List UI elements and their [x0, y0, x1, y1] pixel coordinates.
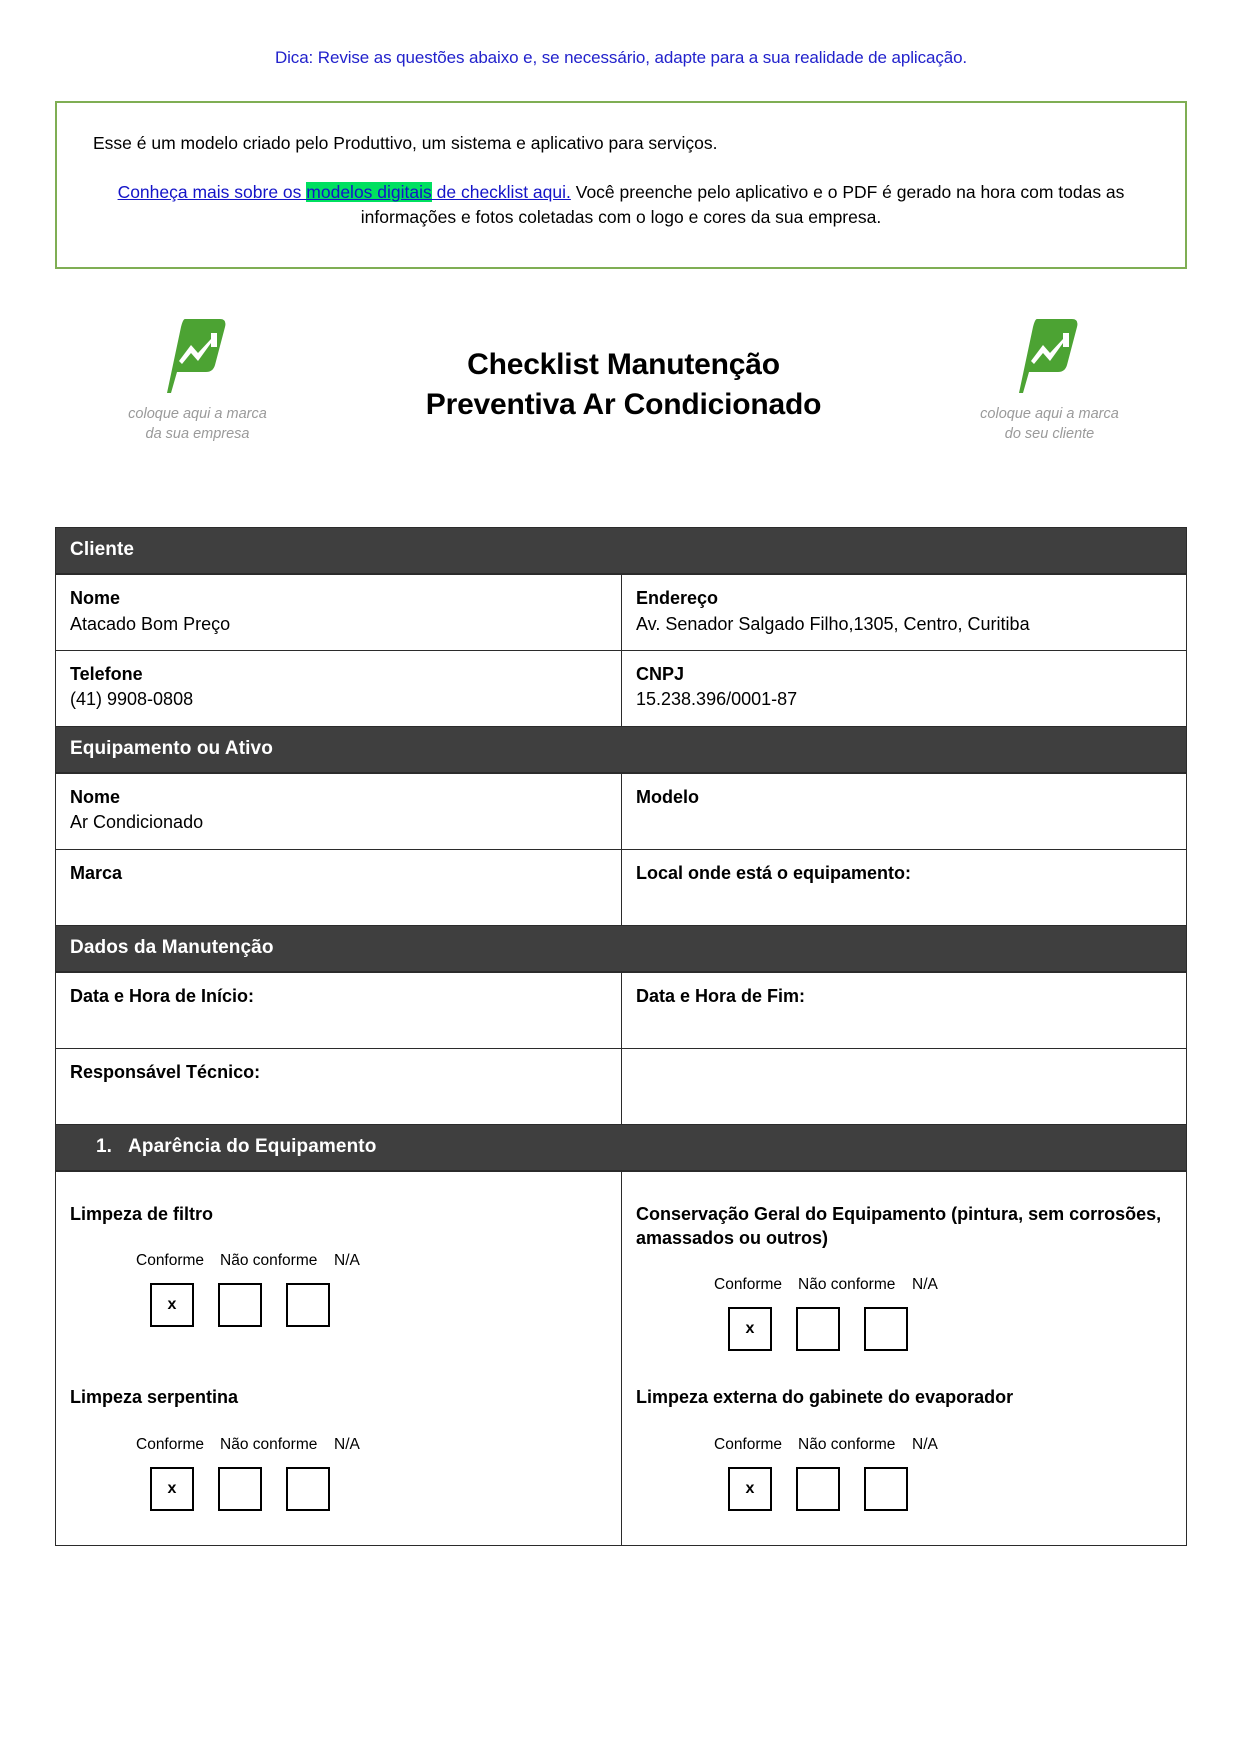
field-responsavel-tecnico-extra[interactable]: [621, 1049, 1186, 1124]
option-boxes: [636, 1467, 1168, 1511]
option-label-conforme: Conforme: [714, 1276, 783, 1294]
section-header-cliente: Cliente: [56, 527, 1186, 574]
checkbox-nao-conforme[interactable]: [796, 1467, 840, 1511]
field-cliente-cnpj[interactable]: [621, 651, 1186, 726]
option-label-na: N/A: [334, 1251, 360, 1269]
produttivo-flag-logo-icon: [167, 317, 229, 395]
table-row: [56, 1048, 1186, 1124]
field-label: Marca: [70, 862, 123, 883]
section-title: Aparência do Equipamento: [128, 1135, 377, 1157]
company-logo-caption-line2: da sua empresa: [145, 425, 250, 442]
checklist-item-limpeza-de-filtro: [56, 1172, 621, 1386]
checklist-item-conservacao-geral: [621, 1172, 1186, 1386]
field-label: Responsável Técnico:: [70, 1061, 261, 1082]
checklist-item-limpeza-serpentina: [56, 1385, 621, 1544]
option-label-na: N/A: [334, 1435, 360, 1453]
checklist-table: [55, 527, 1187, 1545]
field-label: Nome: [70, 786, 121, 807]
link-text-part2: de checklist aqui.: [431, 182, 571, 202]
field-cliente-nome[interactable]: [56, 575, 621, 650]
section-header-manutencao: Dados da Manutenção: [56, 925, 1186, 972]
table-row: [56, 650, 1186, 726]
field-label: Data e Hora de Fim:: [636, 985, 806, 1006]
option-labels: [70, 1436, 603, 1454]
produttivo-flag-logo-icon: [1019, 317, 1081, 395]
option-label-nao-conforme: Não conforme: [798, 1276, 896, 1294]
checkbox-conforme[interactable]: x: [728, 1307, 772, 1351]
info-rest-text: Você preenche pelo aplicativo e o PDF é gerado na hora com todas as informações e fotos coletadas com o logo e cores da sua empresa.: [360, 182, 1125, 228]
info-line-1: Esse é um modelo criado pelo Produttivo, um sistema e aplicativo para serviços.: [93, 133, 718, 153]
client-logo-caption-line2: do seu cliente: [1004, 425, 1095, 442]
company-logo-caption-line1: coloque aqui a marca: [128, 406, 267, 422]
checklist-item-title: Limpeza serpentina: [70, 1387, 239, 1408]
table-row: [56, 773, 1186, 849]
field-label: Nome: [70, 588, 121, 609]
client-logo-caption: [947, 405, 1152, 444]
field-label: CNPJ: [636, 663, 685, 684]
title-block: [300, 309, 947, 425]
field-label: Data e Hora de Início:: [70, 985, 255, 1006]
option-label-conforme: Conforme: [136, 1435, 205, 1453]
field-value: 15.238.396/0001-87: [636, 689, 798, 710]
option-boxes: [70, 1283, 603, 1327]
checkbox-conforme[interactable]: x: [150, 1467, 194, 1511]
field-label: Endereço: [636, 588, 719, 609]
checkbox-nao-conforme[interactable]: [796, 1307, 840, 1351]
option-label-nao-conforme: Não conforme: [798, 1435, 896, 1453]
document-header: [0, 309, 1242, 444]
page-title-line2: Preventiva Ar Condicionado: [425, 387, 822, 421]
page-title-line1: Checklist Manutenção: [467, 348, 780, 381]
field-value: Ar Condicionado: [70, 812, 204, 833]
option-label-nao-conforme: Não conforme: [220, 1251, 318, 1269]
option-label-conforme: Conforme: [714, 1435, 783, 1453]
checkbox-na[interactable]: [864, 1467, 908, 1511]
checklist-link[interactable]: [118, 182, 571, 202]
field-cliente-endereco[interactable]: [621, 575, 1186, 650]
checkbox-na[interactable]: [864, 1307, 908, 1351]
option-label-na: N/A: [912, 1435, 938, 1453]
table-row: [56, 972, 1186, 1048]
company-logo-caption: [95, 405, 300, 444]
info-box: [55, 101, 1187, 269]
field-value: Atacado Bom Preço: [70, 613, 231, 634]
table-row: [56, 574, 1186, 650]
checklist-row: [56, 1385, 1186, 1544]
option-boxes: [636, 1307, 1168, 1351]
option-labels: [636, 1276, 1168, 1294]
table-row: [56, 849, 1186, 925]
checkbox-na[interactable]: [286, 1467, 330, 1511]
checklist-item-title: Limpeza de filtro: [70, 1203, 214, 1224]
option-label-nao-conforme: Não conforme: [220, 1435, 318, 1453]
checkbox-conforme[interactable]: x: [728, 1467, 772, 1511]
field-label: Local onde está o equipamento:: [636, 862, 912, 883]
field-value: Av. Senador Salgado Filho,1305, Centro, Curitiba: [636, 613, 1030, 634]
section-number: 1.: [96, 1135, 113, 1157]
field-cliente-telefone[interactable]: [56, 651, 621, 726]
tip-text: Dica: Revise as questões abaixo e, se necessário, adapte para a sua realidade de aplicação.: [274, 48, 968, 67]
field-data-hora-fim[interactable]: [621, 973, 1186, 1048]
option-labels: [70, 1252, 603, 1270]
option-label-conforme: Conforme: [136, 1251, 205, 1269]
checkbox-na[interactable]: [286, 1283, 330, 1327]
field-label: Modelo: [636, 786, 699, 807]
client-logo-block: [947, 309, 1152, 444]
client-logo-caption-line1: coloque aqui a marca: [980, 406, 1119, 422]
field-equipamento-modelo[interactable]: [621, 774, 1186, 849]
checklist-item-title: Conservação Geral do Equipamento (pintura, sem corrosões, amassados ou outros): [636, 1203, 1162, 1248]
link-text-part1: Conheça mais sobre os: [117, 182, 307, 202]
field-equipamento-nome[interactable]: [56, 774, 621, 849]
checklist-row: [56, 1171, 1186, 1386]
section-header-aparencia: [56, 1124, 1186, 1171]
option-labels: [636, 1436, 1168, 1454]
link-highlight: modelos digitais: [306, 182, 432, 202]
checkbox-nao-conforme[interactable]: [218, 1467, 262, 1511]
field-responsavel-tecnico[interactable]: [56, 1049, 621, 1124]
option-label-na: N/A: [912, 1276, 938, 1294]
checkbox-nao-conforme[interactable]: [218, 1283, 262, 1327]
checklist-item-title: Limpeza externa do gabinete do evaporador: [636, 1387, 1014, 1408]
section-header-equipamento: Equipamento ou Ativo: [56, 726, 1186, 773]
company-logo-block: [95, 309, 300, 444]
field-equipamento-marca[interactable]: [56, 850, 621, 925]
checklist-item-limpeza-externa-gabinete: [621, 1385, 1186, 1544]
field-label: Telefone: [70, 663, 143, 684]
page-title: [300, 345, 947, 425]
info-line-2: [79, 180, 1163, 231]
field-equipamento-local[interactable]: [621, 850, 1186, 925]
field-data-hora-inicio[interactable]: [56, 973, 621, 1048]
field-value: (41) 9908-0808: [70, 689, 194, 710]
checkbox-conforme[interactable]: x: [150, 1283, 194, 1327]
option-boxes: [70, 1467, 603, 1511]
